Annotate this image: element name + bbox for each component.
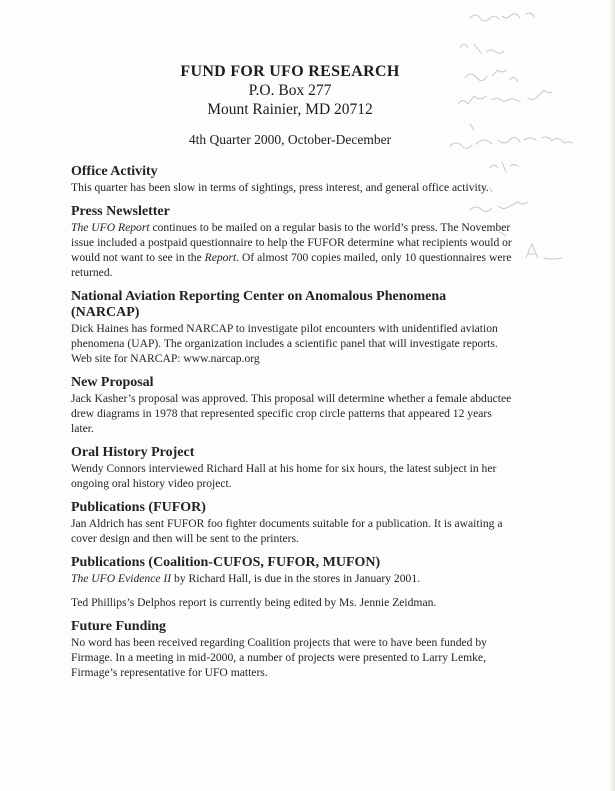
section-heading: Office Activity xyxy=(71,164,158,179)
publication-title: The UFO Report xyxy=(71,221,150,234)
section-heading: Publications (Coalition-CUFOS, FUFOR, MUFON) xyxy=(71,555,381,570)
publication-title: The UFO Evidence II xyxy=(71,572,172,585)
section-text: No word has been received regarding Coalition projects that were to have been funded by Firmage. In a meeting in mid-2000, a number of projects were presented to Larry Lemke, Firmage’s representative for UFO matters. xyxy=(71,636,487,679)
section-publications-coalition xyxy=(71,555,516,610)
section-heading: Future Funding xyxy=(71,619,167,634)
section-oral-history xyxy=(71,445,516,491)
section-new-proposal xyxy=(71,375,516,436)
section-heading: Oral History Project xyxy=(71,445,195,460)
section-text: Jan Aldrich has sent FUFOR foo fighter documents suitable for a publication. It is awaiting a cover design and then will be sent to the printers. xyxy=(71,517,503,545)
section-text: This quarter has been slow in terms of sightings, press interest, and general office activity. xyxy=(71,181,489,194)
section-heading: Press Newsletter xyxy=(71,204,170,219)
report-body xyxy=(71,164,516,689)
section-publications-fufor xyxy=(71,500,516,546)
section-text: Wendy Connors interviewed Richard Hall at his home for six hours, the latest subject in her ongoing oral history video project. xyxy=(71,462,497,490)
section-heading: Publications (FUFOR) xyxy=(71,500,206,515)
section-text: Ted Phillips’s Delphos report is currently being edited by Ms. Jennie Zeidman. xyxy=(71,596,437,609)
section-heading: National Aviation Reporting Center on Anomalous Phenomena (NARCAP) xyxy=(71,289,447,320)
section-narcap xyxy=(71,289,516,366)
city-address: Mount Rainier, MD 20712 xyxy=(207,101,373,118)
section-text: The UFO Report continues to be mailed on a regular basis to the world’s press. The November issue included a postpaid questionnaire to help the FUFOR determine what recipients would or would not want to see in the Report. Of almost 700 copies mailed, only 10 questionnaires were returned. xyxy=(71,221,512,279)
report-period: 4th Quarter 2000, October-December xyxy=(188,132,392,147)
section-heading: New Proposal xyxy=(71,375,154,390)
section-text: Dick Haines has formed NARCAP to investigate pilot encounters with unidentified aviation phenomena (UAP). The organization includes a scientific panel that will investigate reports. Web site for NARCAP: www.narcap.org xyxy=(71,322,498,365)
section-press-newsletter xyxy=(71,204,516,280)
organization-name: FUND FOR UFO RESEARCH xyxy=(180,63,400,80)
publication-title: Report xyxy=(204,251,237,264)
po-box: P.O. Box 277 xyxy=(248,82,332,99)
letterhead xyxy=(0,62,580,148)
section-office-activity xyxy=(71,164,516,195)
section-text: The UFO Evidence II by Richard Hall, is due in the stores in January 2001. xyxy=(71,572,421,585)
section-text: Jack Kasher’s proposal was approved. This proposal will determine whether a female abductee drew diagrams in 1978 that represented specific crop circle patterns that appeared 12 years later. xyxy=(71,392,512,435)
section-future-funding xyxy=(71,619,516,680)
page-edge-shadow xyxy=(609,0,615,791)
